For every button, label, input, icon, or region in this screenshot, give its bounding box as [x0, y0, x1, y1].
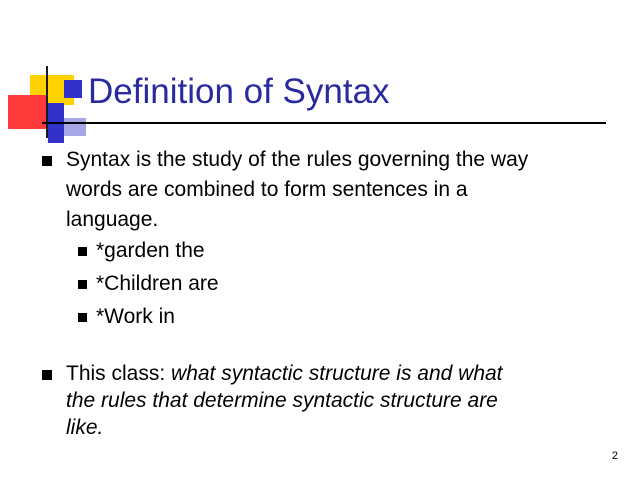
- logo-vertical-line: [46, 66, 48, 138]
- bullet-2-line-3: like.: [66, 416, 104, 439]
- sub-bullet-marker: [78, 280, 87, 289]
- bullet-2-italic-1: what syntactic structure is and what: [171, 362, 503, 385]
- title-underline: [42, 122, 606, 124]
- bullet-marker: [42, 156, 52, 166]
- sub-bullet-marker: [78, 313, 87, 322]
- bullet-1-line-1: Syntax is the study of the rules governing the way: [66, 148, 529, 171]
- bullet-2-line-1: [66, 359, 503, 389]
- decorative-logo: [0, 0, 100, 150]
- page-number: 2: [611, 450, 618, 462]
- logo-blue-square: [64, 80, 82, 98]
- bullet-2-line-2: the rules that determine syntactic structure are: [66, 389, 498, 412]
- slide-title: Definition of Syntax: [88, 72, 390, 111]
- logo-red-block: [8, 95, 46, 129]
- sub-bullet-1: *garden the: [96, 239, 205, 262]
- bullet-marker: [42, 370, 52, 380]
- sub-bullet-3: *Work in: [96, 305, 175, 328]
- bullet-1-line-3: language.: [66, 208, 159, 231]
- sub-bullet-marker: [78, 247, 87, 256]
- bullet-2-prefix: This class:: [66, 362, 172, 385]
- bullet-1-line-2: words are combined to form sentences in a: [66, 178, 468, 201]
- sub-bullet-2: *Children are: [96, 272, 219, 295]
